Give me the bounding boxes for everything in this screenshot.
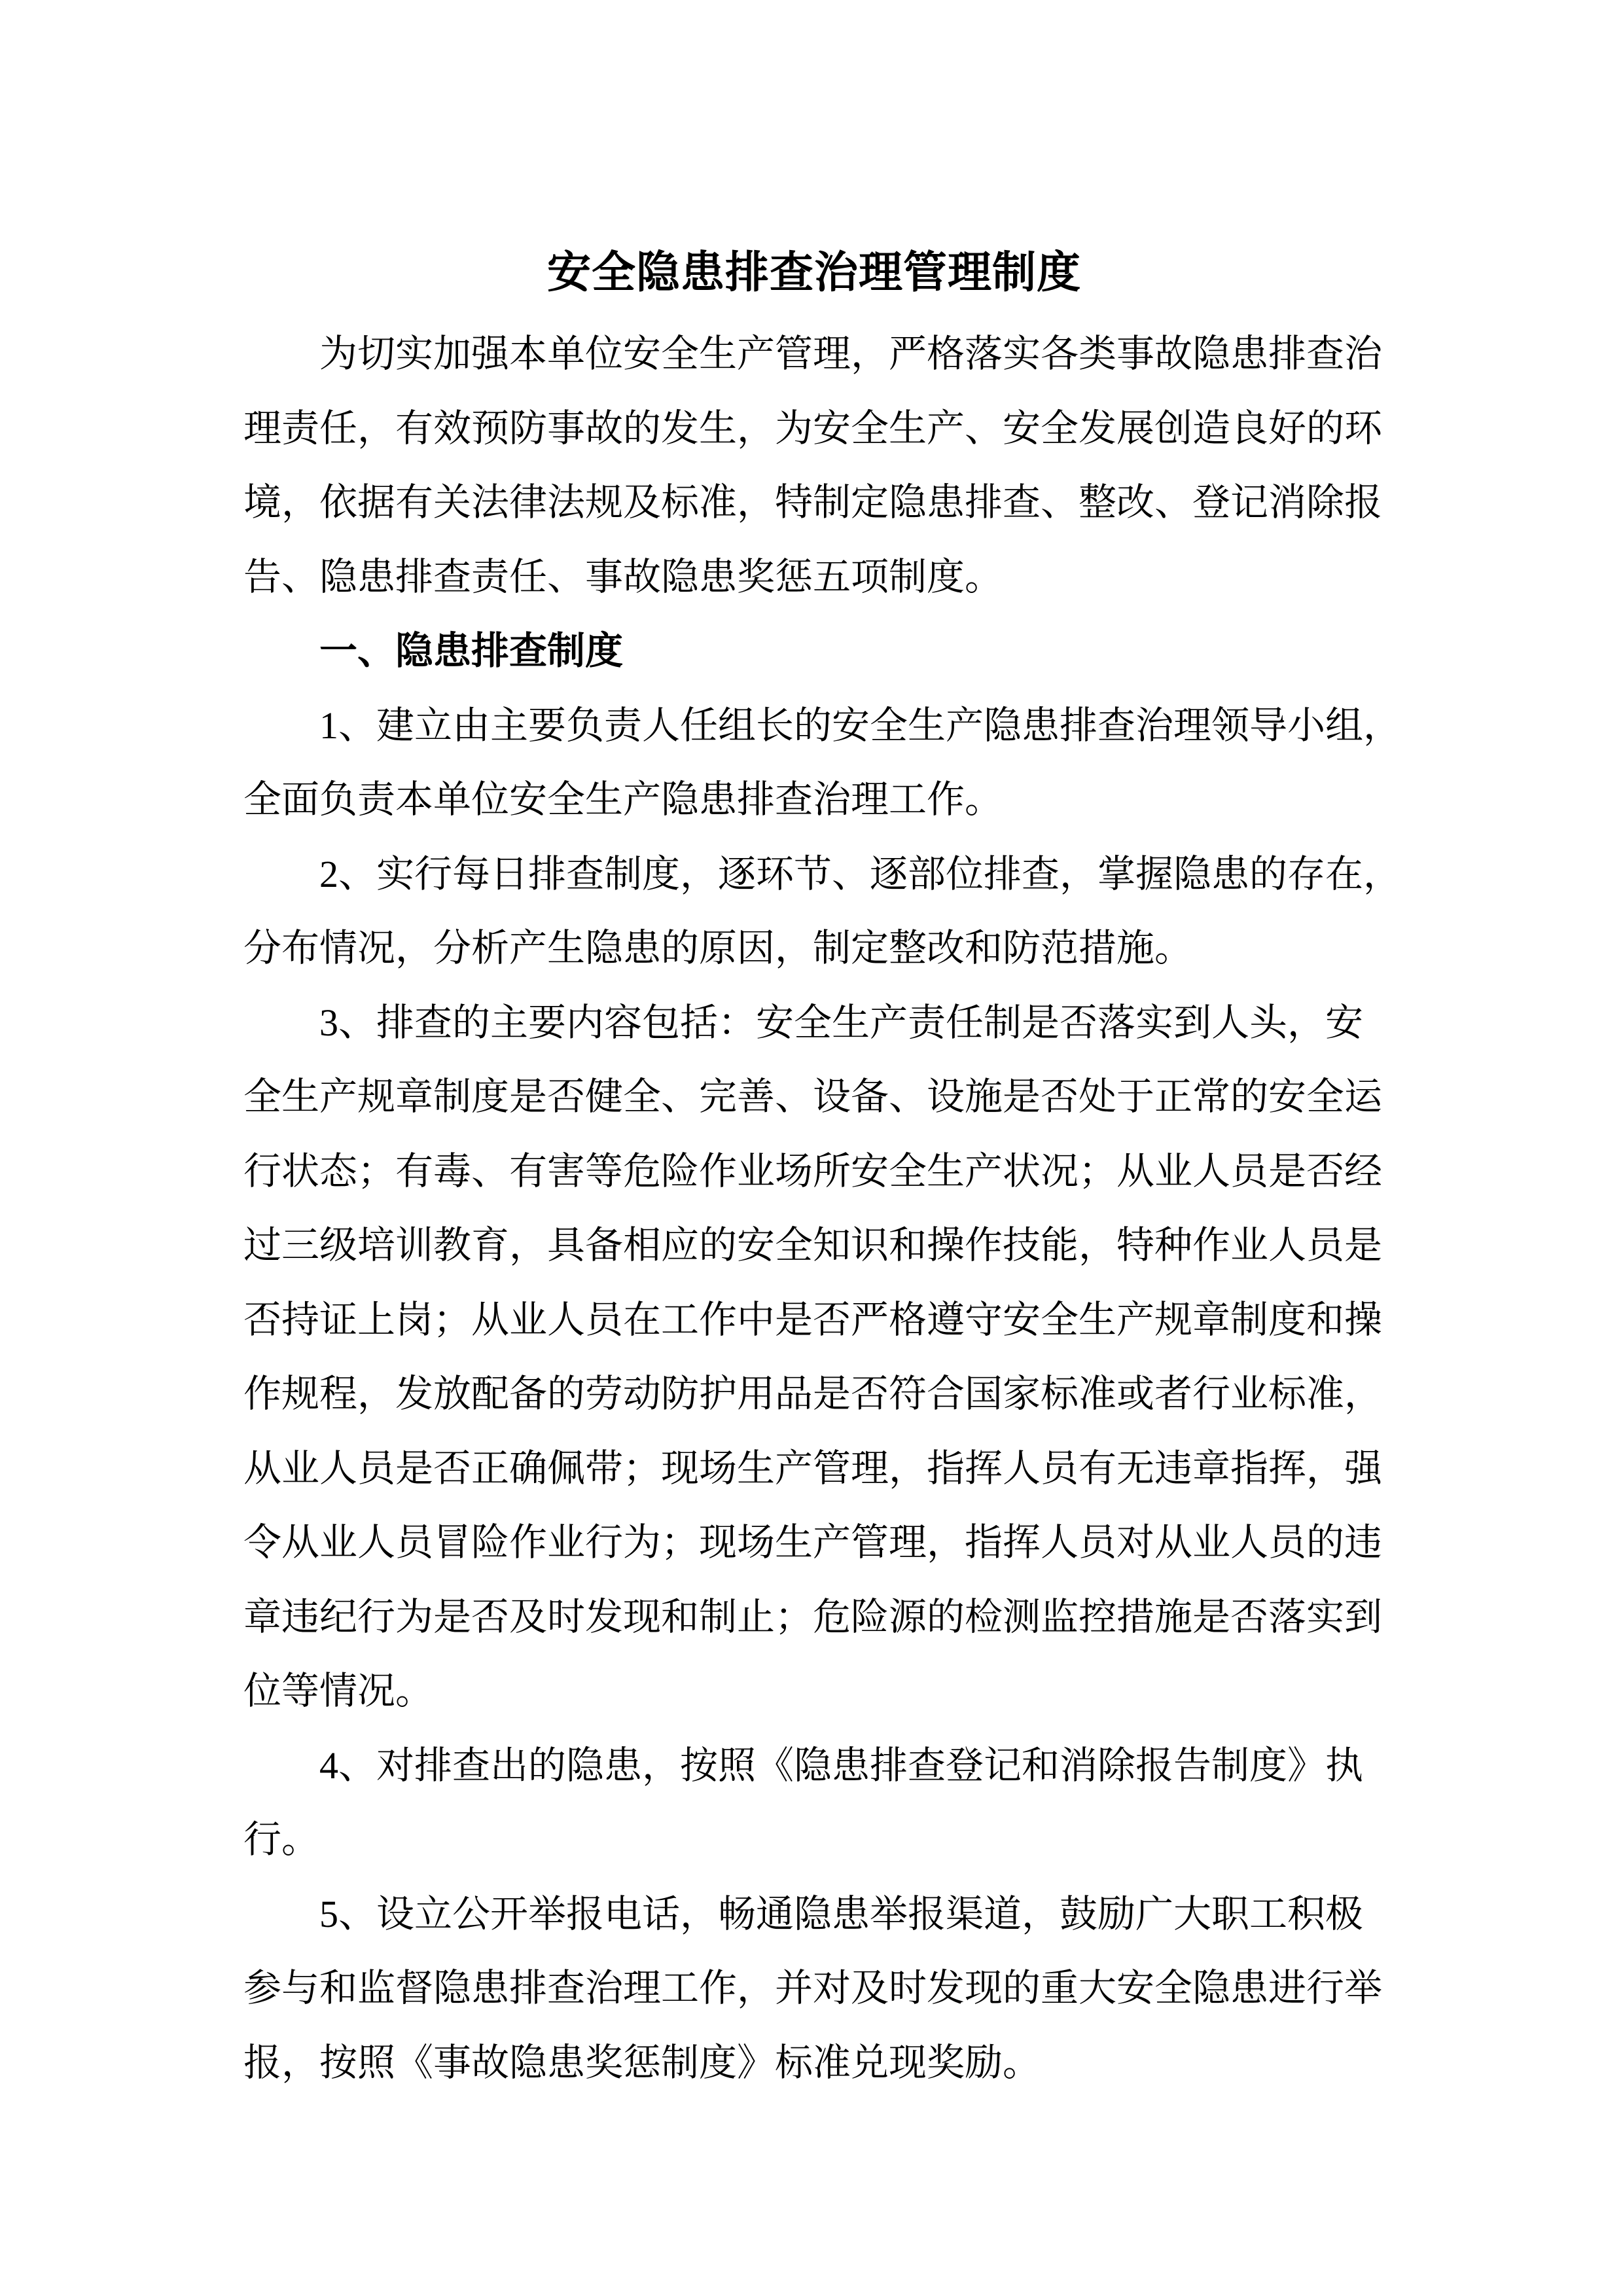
section-heading: 一、隐患排查制度 [243, 630, 624, 672]
paragraph-line: 境，依据有关法律法规及标准，特制定隐患排查、整改、登记消除报 [243, 481, 1383, 524]
paragraph-line: 否持证上岗；从业人员在工作中是否严格遵守安全生产规章制度和操 [243, 1298, 1383, 1341]
paragraph-line: 告、隐患排查责任、事故隐患奖惩五项制度。 [243, 555, 1003, 598]
paragraph-line: 2、实行每日排查制度，逐环节、逐部位排查，掌握隐患的存在， [243, 852, 1402, 895]
paragraph-line: 4、对排查出的隐患，按照《隐患排查登记和消除报告制度》执 [243, 1744, 1364, 1787]
paragraph-line: 令从业人员冒险作业行为；现场生产管理，指挥人员对从业人员的违 [243, 1521, 1383, 1564]
paragraph-line: 分布情况，分析产生隐患的原因，制定整改和防范措施。 [243, 927, 1193, 969]
paragraph-line: 作规程，发放配备的劳动防护用品是否符合国家标准或者行业标准， [243, 1372, 1383, 1415]
paragraph-line: 章违纪行为是否及时发现和制止；危险源的检测监控措施是否落实到 [243, 1595, 1383, 1638]
paragraph-line: 参与和监督隐患排查治理工作，并对及时发现的重大安全隐患进行举 [243, 1967, 1383, 2009]
paragraph-line: 行。 [243, 1818, 320, 1861]
paragraph-line: 过三级培训教育，具备相应的安全知识和操作技能，特种作业人员是 [243, 1224, 1383, 1266]
paragraph-line: 全生产规章制度是否健全、完善、设备、设施是否处于正常的安全运 [243, 1075, 1383, 1118]
paragraph-line: 1、建立由主要负责人任组长的安全生产隐患排查治理领导小组， [243, 704, 1402, 747]
paragraph-line: 3、排查的主要内容包括：安全生产责任制是否落实到人头，安 [243, 1001, 1364, 1044]
paragraph-line: 从业人员是否正确佩带；现场生产管理，指挥人员有无违章指挥，强 [243, 1446, 1383, 1490]
paragraph-line: 行状态；有毒、有害等危险作业场所安全生产状况；从业人员是否经 [243, 1149, 1383, 1193]
document-content [243, 247, 1402, 2100]
paragraph-line: 报，按照《事故隐患奖惩制度》标准兑现奖励。 [243, 2041, 1041, 2084]
paragraph-line: 全面负责本单位安全生产隐患排查治理工作。 [243, 778, 1003, 821]
paragraph-line: 位等情况。 [243, 1670, 434, 1712]
paragraph-line: 5、设立公开举报电话，畅通隐患举报渠道，鼓励广大职工积极 [243, 1892, 1364, 1935]
paragraph-line: 为切实加强本单位安全生产管理，严格落实各类事故隐患排查治 [243, 332, 1383, 375]
paragraph-line: 理责任，有效预防事故的发生，为安全生产、安全发展创造良好的环 [243, 406, 1383, 450]
document-title: 安全隐患排查治理管理制度 [547, 249, 1081, 297]
